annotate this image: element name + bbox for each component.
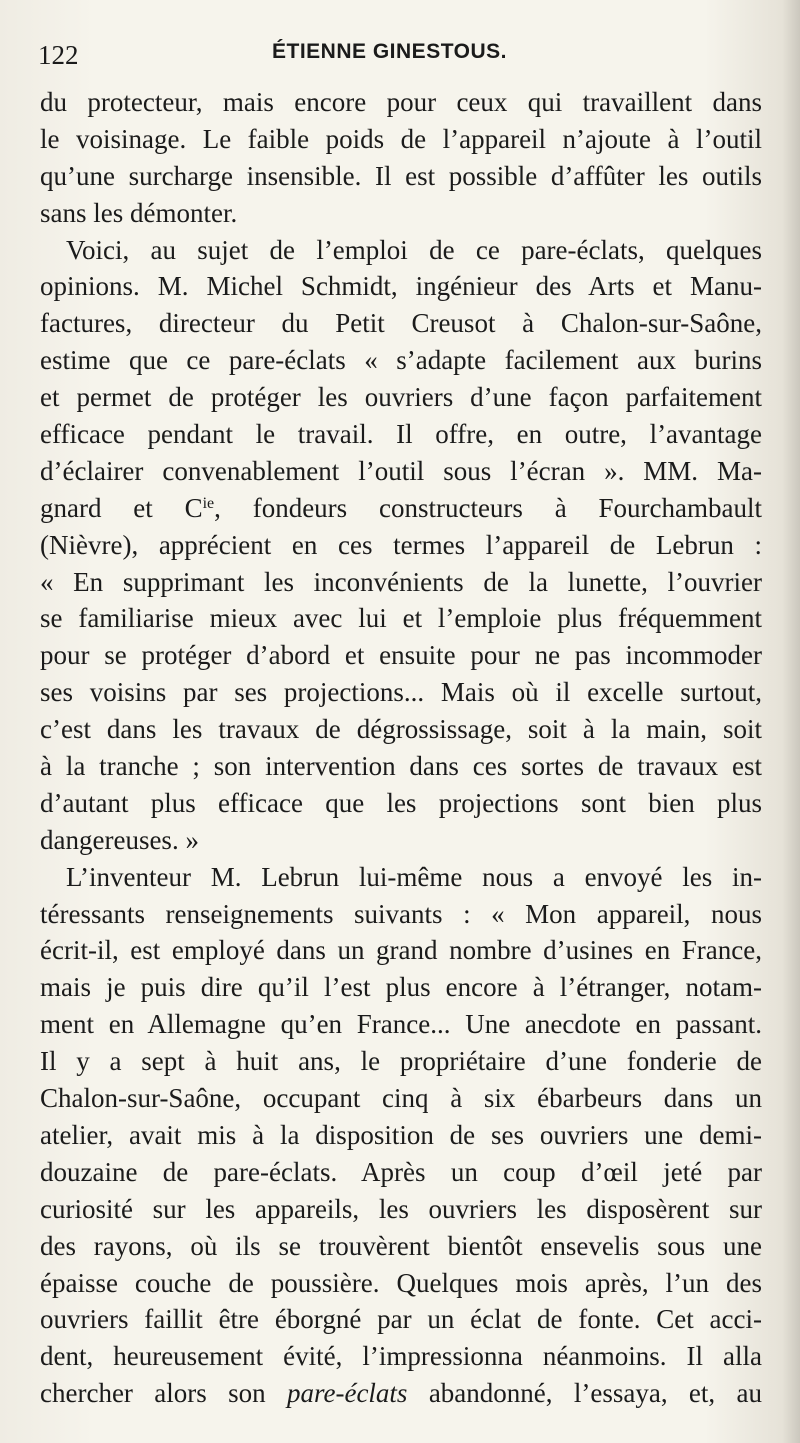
text-line: (Nièvre), apprécient en ces termes l’appareil de Lebrun : — [40, 529, 762, 560]
text-fragment: gnard et C — [40, 492, 203, 523]
text-line: d’éclairer convenablement l’outil sous l’écran ». MM. Ma- — [40, 455, 762, 486]
page-number: 122 — [38, 40, 79, 70]
text-line: opinions. M. Michel Schmidt, ingénieur des Arts et Manu- — [40, 271, 762, 302]
running-head: ÉTIENNE GINESTOUS. — [272, 40, 507, 63]
text-line: à la tranche ; son intervention dans ces sortes de travaux est — [40, 751, 762, 782]
text-line: le voisinage. Le faible poids de l’appareil n’ajoute à l’outil — [40, 123, 762, 154]
page-header — [38, 34, 758, 74]
text-line: Chalon-sur-Saône, occupant cinq à six ébarbeurs dans un — [40, 1083, 762, 1114]
text-line: téressants renseignements suivants : « Mon appareil, nous — [40, 898, 762, 929]
text-line: dent, heureusement évité, l’impressionna néanmoins. Il alla — [40, 1341, 762, 1372]
text-line — [40, 490, 762, 527]
body-text — [40, 84, 762, 1412]
text-line: dangereuses. » — [40, 824, 199, 855]
text-line: mais je puis dire qu’il l’est plus encore à l’étranger, notam- — [40, 972, 762, 1003]
superscript: ie — [202, 494, 215, 512]
text-line: sans les démonter. — [40, 197, 238, 228]
text-line: factures, directeur du Petit Creusot à Chalon-sur-Saône, — [40, 308, 762, 339]
text-line: c’est dans les travaux de dégrossissage, soit à la main, soit — [40, 714, 762, 745]
text-line: L’inventeur M. Lebrun lui-même nous a envoyé les in- — [66, 861, 762, 892]
text-line: ment en Allemagne qu’en France... Une anecdote en passant. — [40, 1009, 762, 1040]
italic-term: pare-éclats — [286, 1378, 408, 1409]
text-line — [40, 1375, 762, 1412]
page-edge-shadow — [782, 0, 800, 1443]
text-line: ses voisins par ses projections... Mais où il excelle surtout, — [40, 677, 762, 708]
text-line: curiosité sur les appareils, les ouvriers les disposèrent sur — [40, 1193, 762, 1224]
text-fragment: abandonné, l’essaya, et, au — [428, 1378, 763, 1409]
text-line: écrit-il, est employé dans un grand nombre d’usines en France, — [40, 935, 762, 966]
text-line: estime que ce pare-éclats « s’adapte facilement aux burins — [40, 345, 762, 376]
text-line: et permet de protéger les ouvriers d’une façon parfaitement — [40, 382, 762, 413]
text-fragment: chercher alors son — [40, 1378, 266, 1409]
text-line: « En supprimant les inconvénients de la lunette, l’ouvrier — [40, 566, 762, 597]
text-line: des rayons, où ils se trouvèrent bientôt ensevelis sous une — [40, 1230, 762, 1261]
text-line: Il y a sept à huit ans, le propriétaire d’une fonderie de — [40, 1046, 762, 1077]
text-line: efficace pendant le travail. Il offre, en outre, l’avantage — [40, 419, 762, 450]
text-line: pour se protéger d’abord et ensuite pour ne pas incommoder — [40, 640, 762, 671]
text-line: atelier, avait mis à la disposition de ses ouvriers une demi- — [40, 1119, 762, 1150]
text-line: ouvriers faillit être éborgné par un éclat de fonte. Cet acci- — [40, 1304, 762, 1335]
text-line: d’autant plus efficace que les projections sont bien plus — [40, 787, 762, 818]
text-line: se familiarise mieux avec lui et l’emploie plus fréquemment — [40, 603, 762, 634]
text-line: du protecteur, mais encore pour ceux qui travaillent dans — [40, 87, 762, 117]
text-line: qu’une surcharge insensible. Il est possible d’affûter les outils — [40, 160, 762, 191]
text-fragment: , fondeurs constructeurs à Fourchambault — [214, 492, 762, 523]
text-line: épaisse couche de poussière. Quelques mois après, l’un des — [40, 1267, 762, 1298]
text-line: douzaine de pare-éclats. Après un coup d’œil jeté par — [40, 1156, 762, 1187]
text-line: Voici, au sujet de l’emploi de ce pare-éclats, quelques — [66, 234, 762, 265]
